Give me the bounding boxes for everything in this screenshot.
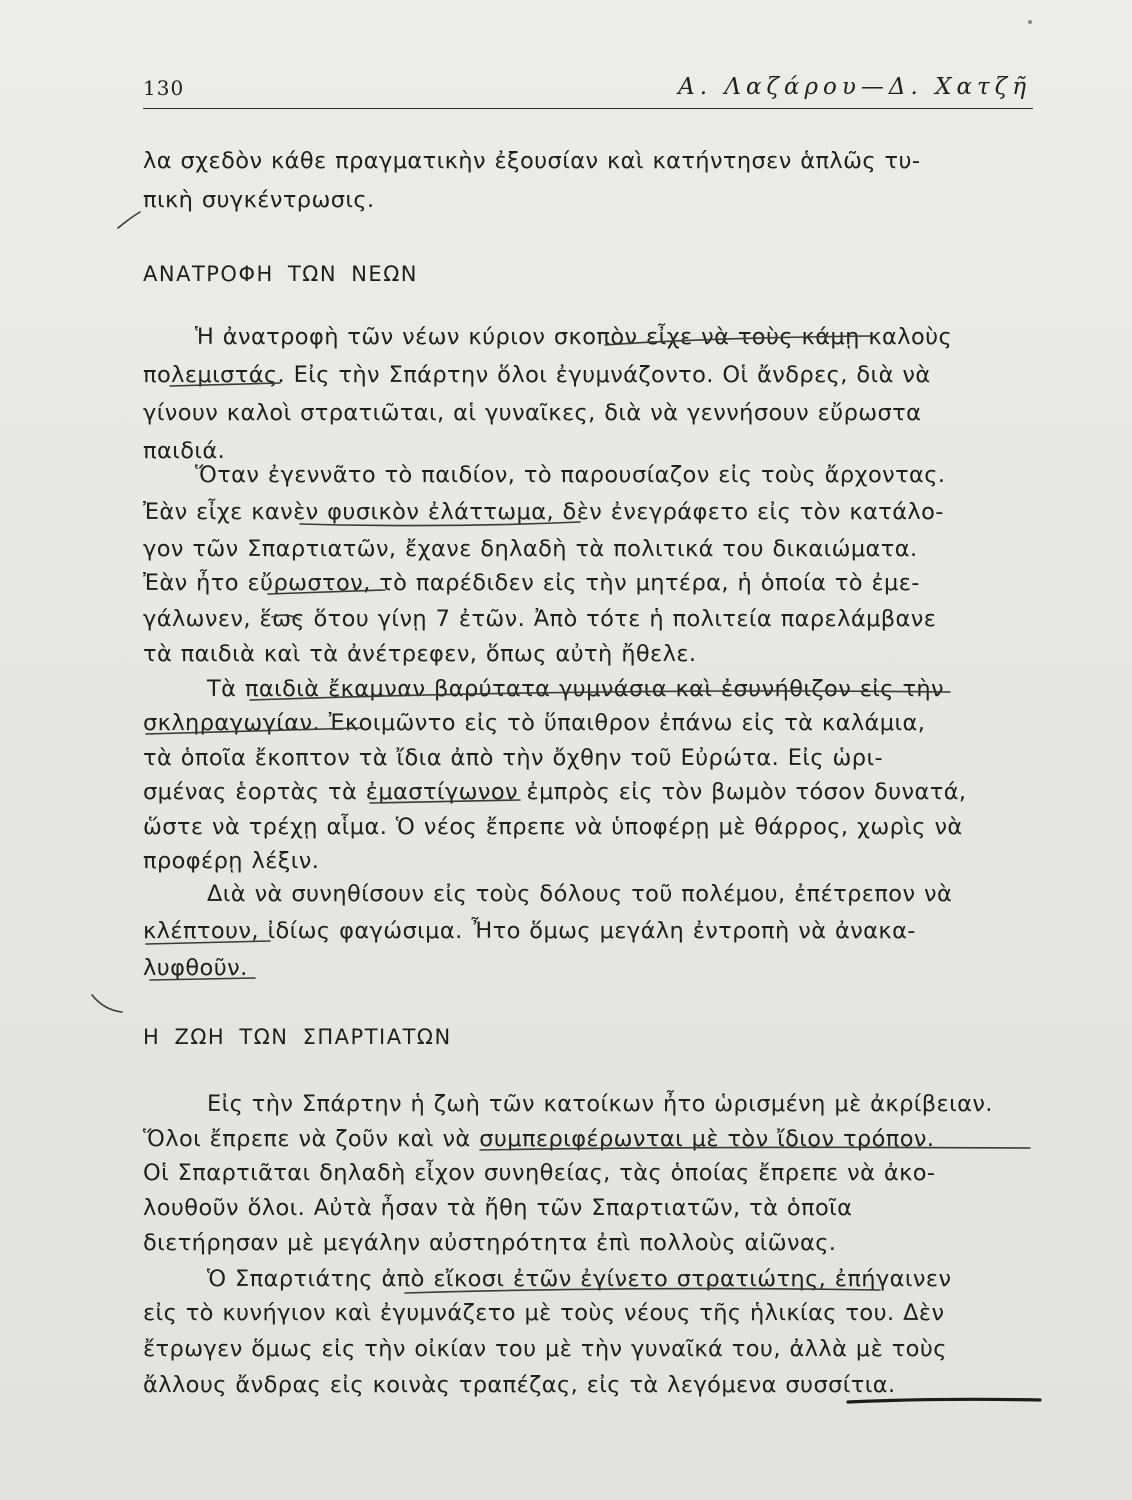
text-line: τὰ παιδιὰ καὶ τὰ ἀνέτρεφεν, ὅπως αὐτὴ ἤθελε.: [143, 641, 697, 667]
section-heading: Η ΖΩΗ ΤΩΝ ΣΠΑΡΤΙΑΤΩΝ: [143, 1025, 452, 1049]
text-line: λυφθοῦν.: [143, 955, 248, 981]
text-line: λα σχεδὸν κάθε πραγματικὴν ἐξουσίαν καὶ κατήντησεν ἁπλῶς τυ-: [143, 148, 921, 174]
text-line: Ὅλοι ἔπρεπε νὰ ζοῦν καὶ νὰ συμπεριφέρωνται μὲ τὸν ἴδιον τρόπον.: [143, 1126, 935, 1152]
text-line: Τὰ παιδιὰ ἔκαμναν βαρύτατα γυμνάσια καὶ ἐσυνήθιζον εἰς τὴν: [207, 676, 945, 702]
text-line: Ἐὰν εἶχε κανὲν φυσικὸν ἐλάττωμα, δὲν ἐνεγράφετο εἰς τὸν κατάλο-: [143, 499, 944, 525]
text-line: λουθοῦν ὅλοι. Αὐτὰ ἦσαν τὰ ἤθη τῶν Σπαρτιατῶν, τὰ ὁποῖα: [143, 1195, 853, 1221]
text-line: γίνουν καλοὶ στρατιῶται, αἱ γυναῖκες, διὰ νὰ γεννήσουν εὔρωστα: [143, 400, 922, 426]
text-line: Ἐὰν ἦτο εὔρωστον, τὸ παρέδιδεν εἰς τὴν μητέρα, ἡ ὁποία τὸ ἐμε-: [143, 570, 920, 596]
text-line: σκληραγωγίαν. Ἐκοιμῶντο εἰς τὸ ὕπαιθρον ἐπάνω εἰς τὰ καλάμια,: [143, 710, 926, 736]
running-head: Α. Λαζάρου—Δ. Χατζῆ: [678, 74, 1031, 100]
text-line: κλέπτουν, ἰδίως φαγώσιμα. Ἦτο ὅμως μεγάλη ἐντροπὴ νὰ ἀνακα-: [143, 918, 916, 944]
text-line: πολεμιστάς. Εἰς τὴν Σπάρτην ὅλοι ἐγυμνάζοντο. Οἱ ἄνδρες, διὰ νὰ: [143, 362, 931, 388]
page-number: 130: [143, 76, 185, 100]
text-line: ἔτρωγεν ὅμως εἰς τὴν οἰκίαν του μὲ τὴν γυναῖκά του, ἀλλὰ μὲ τοὺς: [143, 1336, 947, 1362]
text-line: ἄλλους ἄνδρας εἰς κοινὰς τραπέζας, εἰς τὰ λεγόμενα συσσίτια.: [143, 1372, 896, 1398]
paper-speck: [1028, 20, 1032, 24]
text-line: Διὰ νὰ συνηθίσουν εἰς τοὺς δόλους τοῦ πολέμου, ἐπέτρεπον νὰ: [207, 881, 953, 907]
text-line: διετήρησαν μὲ μεγάλην αὐστηρότητα ἐπὶ πολλοὺς αἰῶνας.: [143, 1230, 837, 1256]
text-line: Ἡ ἀνατροφὴ τῶν νέων κύριον σκοπὸν εἶχε νὰ τοὺς κάμῃ καλοὺς: [195, 324, 953, 350]
text-line: παιδιά.: [143, 438, 226, 464]
margin-tick: [118, 212, 140, 228]
page-header: [143, 76, 1033, 109]
text-line: γον τῶν Σπαρτιατῶν, ἔχανε δηλαδὴ τὰ πολιτικά του δικαιώματα.: [143, 536, 918, 562]
text-line: ὥστε νὰ τρέχῃ αἷμα. Ὁ νέος ἔπρεπε νὰ ὑποφέρῃ μὲ θάρρος, χωρὶς νὰ: [143, 814, 963, 840]
text-line: Ὁ Σπαρτιάτης ἀπὸ εἴκοσι ἐτῶν ἐγίνετο στρατιώτης, ἐπήγαινεν: [207, 1266, 952, 1292]
text-line: προφέρῃ λέξιν.: [143, 848, 320, 874]
text-line: Οἱ Σπαρτιᾶται δηλαδὴ εἶχον συνηθείας, τὰς ὁποίας ἔπρεπε νὰ ἀκο-: [143, 1160, 936, 1186]
text-line: σμένας ἑορτὰς τὰ ἐμαστίγωνον ἐμπρὸς εἰς τὸν βωμὸν τόσον δυνατά,: [143, 779, 967, 805]
text-line: εἰς τὸ κυνήγιον καὶ ἐγυμνάζετο μὲ τοὺς νέους τῆς ἡλικίας του. Δὲν: [143, 1300, 945, 1326]
text-line: Ὅταν ἐγεννᾶτο τὸ παιδίον, τὸ παρουσίαζον εἰς τοὺς ἄρχοντας.: [195, 462, 946, 488]
section-heading: ΑΝΑΤΡΟΦΗ ΤΩΝ ΝΕΩΝ: [143, 262, 418, 286]
text-line: πικὴ συγκέντρωσις.: [143, 187, 375, 213]
text-line: τὰ ὁποῖα ἔκοπτον τὰ ἴδια ἀπὸ τὴν ὄχθην τοῦ Εὐρώτα. Εἰς ὡρι-: [143, 745, 883, 771]
text-line: Εἰς τὴν Σπάρτην ἡ ζωὴ τῶν κατοίκων ἦτο ὡρισμένη μὲ ἀκρίβειαν.: [207, 1091, 993, 1117]
margin-tick: [92, 995, 122, 1012]
text-line: γάλωνεν, ἕως ὅτου γίνῃ 7 ἐτῶν. Ἀπὸ τότε ἡ πολιτεία παρελάμβανε: [143, 606, 937, 632]
